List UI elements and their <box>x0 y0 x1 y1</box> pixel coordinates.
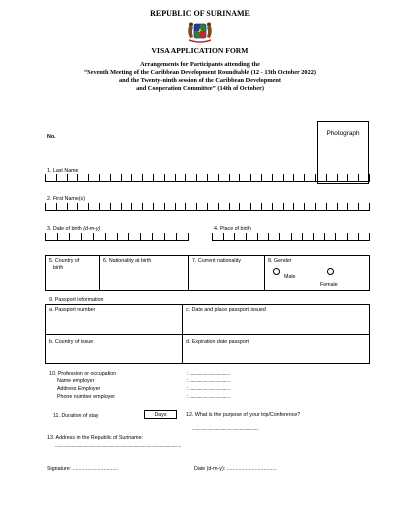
profession-label: 10. Profession or occupation <box>49 371 117 377</box>
passport-issued-label: c. Date and place passport issued <box>186 307 266 313</box>
gender-label: 8. Gender <box>268 258 292 264</box>
subtitle-line-4: and Cooperation Committee” (14th of October) <box>136 85 264 92</box>
place-of-birth-label: 4. Place of birth <box>214 226 251 232</box>
gender-female-label: Female <box>320 282 338 288</box>
subtitle-line-3: and the Twenty-ninth session of the Caribbean Development <box>119 77 281 84</box>
profession-field[interactable]: : .................................. <box>187 371 230 377</box>
passport-info-label: 9. Passport information <box>49 297 104 303</box>
country-title: REPUBLIC OF SURINAME <box>150 9 250 18</box>
address-employer-field[interactable]: : .................................. <box>187 386 230 392</box>
name-employer-label: Name employer <box>57 378 95 384</box>
last-name-field[interactable] <box>45 174 370 182</box>
nationality-at-birth-label: 6. Nationality at birth <box>103 258 152 264</box>
first-names-field[interactable] <box>45 203 370 211</box>
passport-number-field[interactable] <box>46 313 181 333</box>
subtitle-line-1: Arrangements for Participants attending the <box>140 61 260 68</box>
expiration-field[interactable] <box>183 345 369 363</box>
address-suriname-field[interactable]: .......................................................................................................... <box>55 443 182 449</box>
dob-label: 3. Date of birth (d-m-y) <box>47 226 101 232</box>
country-of-issue-label: b. Country of issue <box>49 339 94 345</box>
photograph-label: Photograph <box>326 130 360 137</box>
form-title: VISA APPLICATION FORM <box>151 46 249 55</box>
country-of-birth-label-cont: birth <box>53 265 64 271</box>
divider <box>45 334 370 335</box>
duration-days-field[interactable] <box>144 410 177 419</box>
divider <box>264 255 265 291</box>
country-of-birth-label: 5. Country of <box>49 258 80 264</box>
first-names-label: 2. First Name(s) <box>47 196 85 202</box>
expiration-label: d. Expiration date passport <box>186 339 250 345</box>
gender-male-label: Male <box>284 274 296 280</box>
subtitle-line-2: “Seventh Meeting of the Caribbean Development Roundtable (12 - 13th October 2022) <box>84 69 316 76</box>
country-of-issue-field[interactable] <box>46 345 181 363</box>
name-employer-field[interactable]: : .................................. <box>187 378 230 384</box>
signature-date-field[interactable]: Date (d-m-y): .................................. <box>194 466 277 472</box>
no-label: No. <box>47 134 56 140</box>
divider <box>188 255 189 291</box>
address-suriname-label: 13. Address in the Republic of Suriname: <box>47 435 143 441</box>
duration-label: 11. Duration of stay <box>53 413 99 419</box>
current-nationality-label: 7. Current nationality <box>192 258 241 264</box>
purpose-label: 12. What is the purpose of your trip/Conference? <box>186 412 301 418</box>
gender-female-radio[interactable] <box>327 268 334 275</box>
phone-employer-label: Phone number employer <box>57 394 116 400</box>
coat-of-arms-icon <box>186 20 214 44</box>
last-name-label: 1. Last Name <box>47 168 79 174</box>
passport-issued-field[interactable] <box>183 313 369 333</box>
divider <box>99 255 100 291</box>
dob-field[interactable] <box>45 233 189 241</box>
phone-employer-field[interactable]: : .................................. <box>187 394 230 400</box>
purpose-field[interactable]: ........................................................ <box>192 426 259 432</box>
gender-male-radio[interactable] <box>273 268 280 275</box>
signature-field[interactable]: Signature: ............................... <box>47 466 119 472</box>
days-label: Days <box>154 412 167 418</box>
place-of-birth-field[interactable] <box>212 233 370 241</box>
passport-number-label: a. Passport number <box>49 307 96 313</box>
address-employer-label: Address Employer <box>57 386 101 392</box>
